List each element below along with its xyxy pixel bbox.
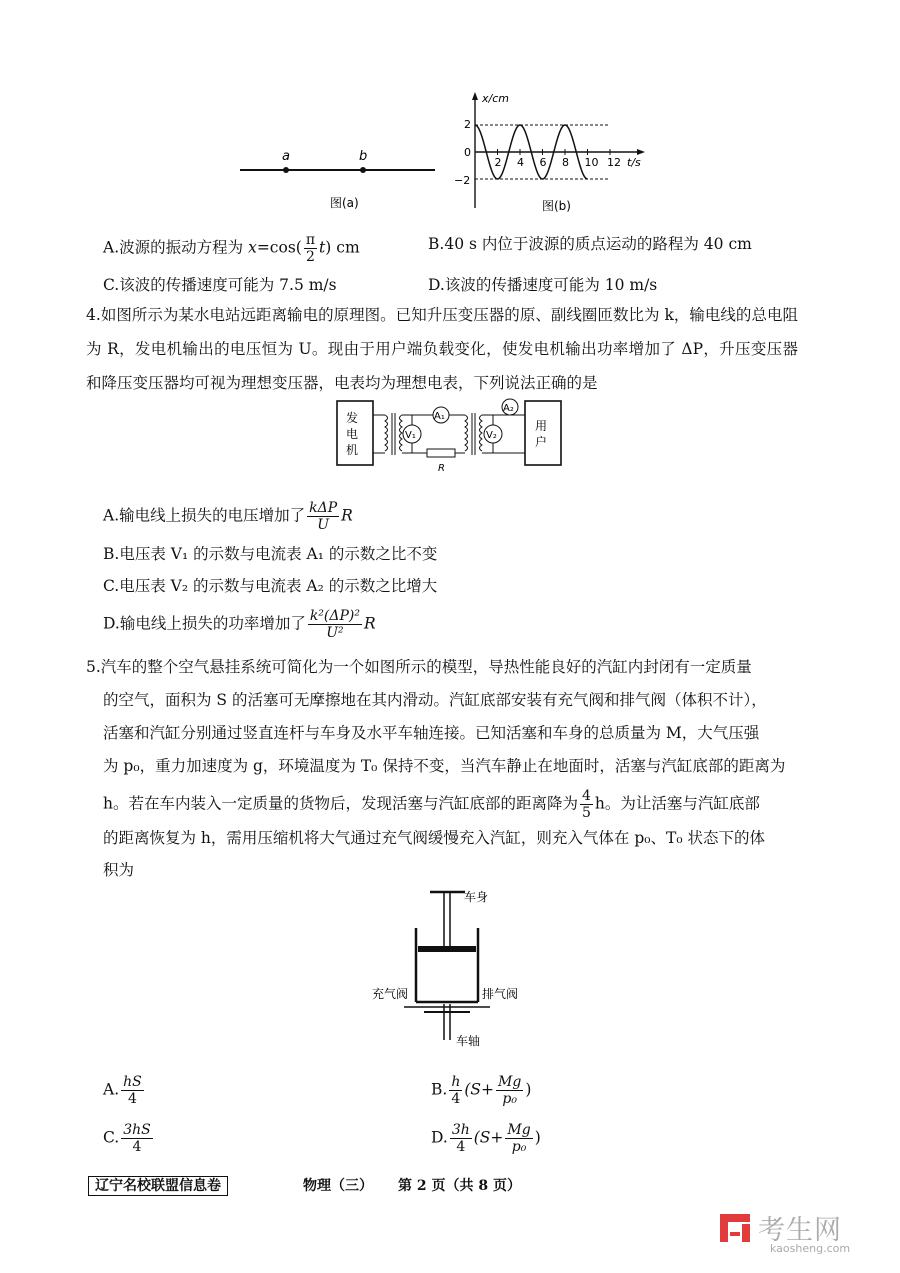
y-tick-2: 2 [464,118,471,131]
generator-char-3: 机 [346,443,359,457]
q3-option-d: D.该波的传播速度可能为 10 m/s [428,276,658,294]
x-tick-label-8: 8 [562,156,569,169]
q4-stem: 4.如图所示为某水电站远距离输电的原理图。已知升压变压器的原、副线圈匝数比为 k，输电线的总电阻为 R，发电机输出的电压恒为 U。现由于用户端负载变化，使发电机输出功率增加了 ΔP，升压变压器和降压变压器均可视为理想变压器，电表均为理想电表，下列说法正确的是 [86,306,798,392]
q5-option-b: B. $\frac{h}{4}$ (S+ $\frac{Mg}{\text{p₀}}$ ) [431,1074,532,1107]
q5-line-2: 的空气，面积为 S 的活塞可无摩擦地在其内滑动。汽缸底部安装有充气阀和排气阀（体积不计）， [103,691,767,709]
svg-text:用: 用 [535,419,548,433]
inflate-valve-label: 充气阀 [372,987,409,1001]
footer-page: 第 2 页（共 8 页） [398,1178,521,1194]
svg-text:V₁: V₁ [405,430,416,441]
x-tick-label-4: 4 [517,156,524,169]
svg-text:R: R [438,463,445,473]
svg-text:A₂: A₂ [503,403,514,414]
figure-b-caption: 图(b) [542,199,571,213]
x-tick-label-2: 2 [494,156,502,169]
y-axis-label: x/cm [482,92,509,105]
q3-option-a: A.波源的振动方程为 x=cos( $\frac{\pi}{2}$ t) cm [103,232,360,265]
footer-subject: 物理（三） [303,1178,373,1194]
svg-text:A₁: A₁ [434,411,445,422]
point-b-label: b [359,149,368,164]
q4-circuit-diagram [335,393,565,473]
svg-text:户: 户 [535,435,548,449]
q5-line-4: 为 p₀，重力加速度为 g，环境温度为 T₀ 保持不变，当汽车静止在地面时，活塞与汽缸底部的距离为 [103,757,786,775]
generator-char-1: 发 [346,411,359,425]
figure-a-caption: 图(a) [330,196,359,210]
x-tick-label-10: 10 [584,156,599,169]
q5-option-a: A. $\frac{hS}{4}$ [103,1074,142,1107]
user-box [525,401,561,465]
axle-label: 车轴 [456,1034,481,1048]
q4-option-b: B.电压表 V₁ 的示数与电流表 A₁ 的示数之比不变 [103,545,438,563]
q3-option-b: B.40 s 内位于波源的质点运动的路程为 40 cm [428,235,752,253]
q5-line-6: 的距离恢复为 h，需用压缩机将大气通过充气阀缓慢充入汽缸，则充入气体在 p₀、T₀ 状态下的体 [103,829,765,847]
x-tick-label-12: 12 [607,156,621,169]
q5-option-d: D. $\frac{3h}{4}$ (S+ $\frac{Mg}{\text{p₀}}$ ) [431,1122,541,1155]
figure-b-chart [440,88,660,218]
x-axis-label: t/s [627,156,641,169]
q5-line-3: 活塞和汽缸分别通过竖直连杆与车身及水平车轴连接。已知活塞和车身的总质量为 M，大气压强 [103,724,760,742]
q5-line-1: 5.汽车的整个空气悬挂系统可简化为一个如图所示的模型，导热性能良好的汽缸内封闭有一定质量 [86,658,752,676]
q5-line-7: 积为 [103,861,135,879]
watermark-url: kaosheng.com [770,1242,851,1255]
y-tick-neg2: −2 [454,174,471,187]
footer-series-label: 辽宁名校联盟信息卷 [88,1175,228,1195]
y-tick-0: 0 [464,146,471,159]
q5-cylinder-diagram [360,880,540,1055]
q5-line-5: h。若在车内装入一定质量的货物后，发现活塞与汽缸底部的距离降为 $\frac{4}{5}$ h。为让活塞与汽缸底部 [103,788,760,821]
q5-option-c: C. $\frac{3hS}{4}$ [103,1122,151,1155]
q4-option-d: D.输电线上损失的功率增加了 $\frac{\text{k²(ΔP)²}}{\text{U²}}$ R [103,608,376,641]
piston [418,946,476,952]
q4-option-c: C.电压表 V₂ 的示数与电流表 A₂ 的示数之比增大 [103,577,438,595]
point-a-marker [283,167,289,173]
watermark-brand: 考生网 [758,1215,842,1246]
car-body-label: 车身 [464,890,489,904]
point-b-marker [360,167,366,173]
generator-char-2: 电 [346,427,359,441]
resistor-r [427,449,455,457]
exhaust-valve-label: 排气阀 [482,987,519,1001]
figure-a [230,140,440,220]
watermark-logo [718,1210,754,1246]
x-tick-label-6: 6 [539,156,547,169]
q3-option-c: C.该波的传播速度可能为 7.5 m/s [103,276,337,294]
q4-option-a: A.输电线上损失的电压增加了 $\frac{\text{kΔP}}{U}$ R [103,500,353,533]
point-a-label: a [282,149,290,164]
svg-text:V₂: V₂ [486,430,497,441]
